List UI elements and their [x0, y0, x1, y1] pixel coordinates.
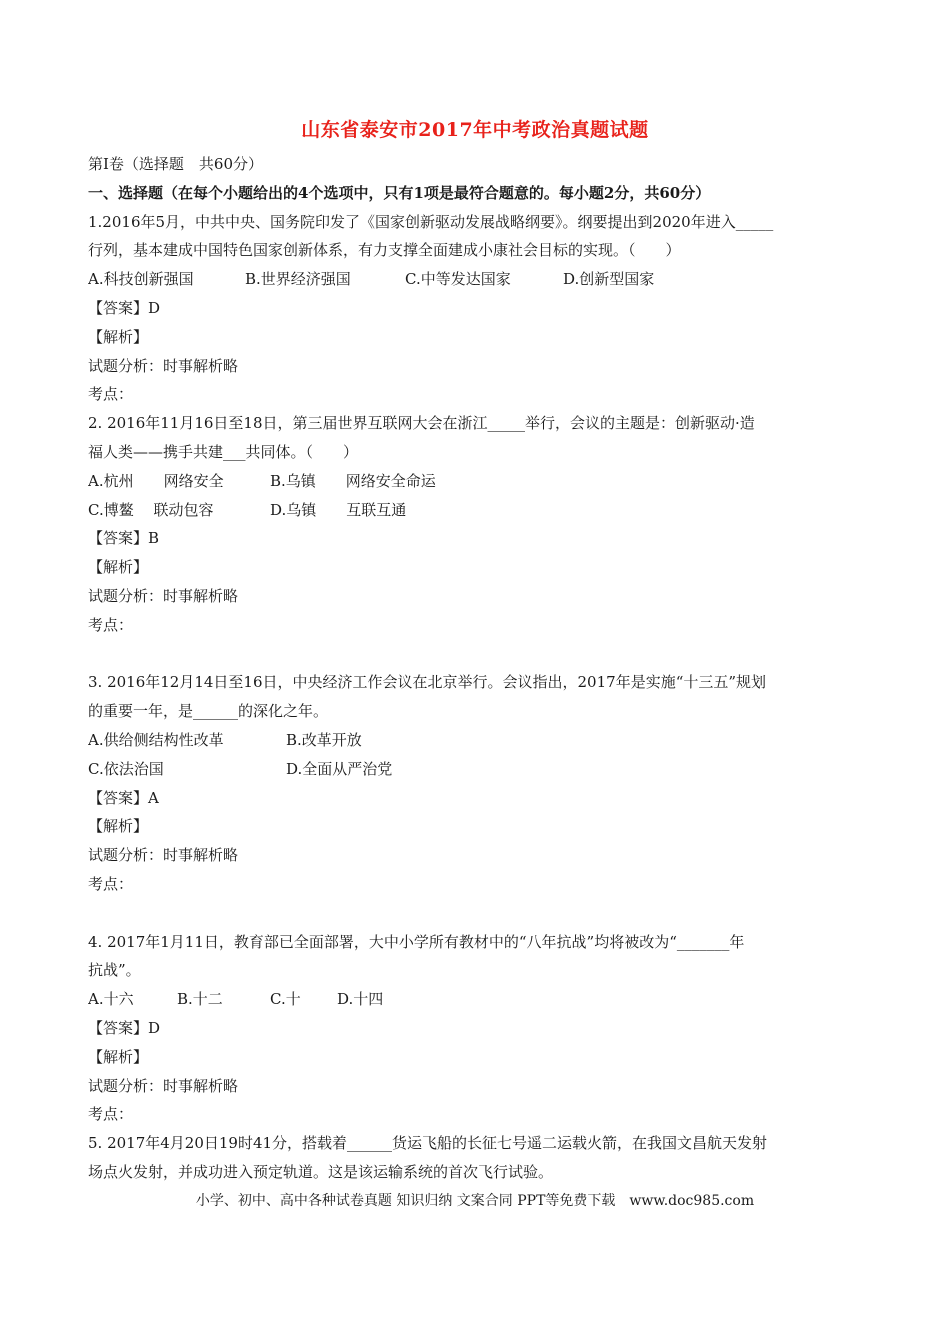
- question-3-options-row-2: [88, 755, 863, 784]
- question-3-option-d: D.全面从严治党: [286, 759, 393, 778]
- question-2-kaodian: 考点：: [88, 615, 134, 634]
- question-2-analysis: 试题分析：时事解析略: [88, 586, 239, 605]
- question-1-option-b: B.世界经济强国: [245, 270, 351, 289]
- question-1-analysis: 试题分析：时事解析略: [88, 356, 239, 375]
- question-2-analysis-label: 【解析】: [88, 558, 149, 577]
- question-1-option-a: A.科技创新强国: [88, 270, 194, 289]
- question-2-line-2: 福人类——携手共建___共同体。（ ）: [88, 442, 359, 461]
- question-4: [88, 928, 863, 1130]
- question-1-line-2: 行列，基本建成中国特色国家创新体系，有力支撑全面建成小康社会目标的实现。（ ）: [88, 241, 681, 260]
- question-4-analysis-label: 【解析】: [88, 1047, 149, 1066]
- document-body: [88, 150, 863, 1187]
- question-1-options: [88, 265, 863, 294]
- question-2-option-b: B.乌镇 网络安全命运: [270, 471, 436, 490]
- question-3-options-row-1: [88, 726, 863, 755]
- question-4-analysis: 试题分析：时事解析略: [88, 1076, 239, 1095]
- question-1-option-c: C.中等发达国家: [405, 270, 511, 289]
- spacer: [88, 640, 863, 669]
- question-4-line-2: 抗战”。: [88, 961, 141, 980]
- question-4-line-1: 4. 2017年1月11日，教育部已全面部署，大中小学所有教材中的“八年抗战”均将被改为“_______年: [88, 932, 745, 951]
- question-3-analysis: 试题分析：时事解析略: [88, 846, 239, 865]
- footer-text: 小学、初中、高中各种试卷真题 知识归纳 文案合同 PPT等免费下载 www.doc985.com: [195, 1193, 755, 1209]
- question-4-answer: 【答案】D: [88, 1018, 161, 1037]
- question-2-line-1: 2. 2016年11月16日至18日，第三届世界互联网大会在浙江_____举行，会议的主题是：创新驱动·造: [88, 414, 755, 433]
- question-5-line-1: 5. 2017年4月20日19时41分，搭载着______货运飞船的长征七号遥二运载火箭，在我国文昌航天发射: [88, 1134, 768, 1153]
- question-3-analysis-label: 【解析】: [88, 817, 149, 836]
- question-2-answer: 【答案】B: [88, 529, 160, 548]
- section-heading: 一、选择题（在每个小题给出的4个选项中，只有1项是最符合题意的。每小题2分，共60分）: [88, 183, 711, 202]
- question-4-option-a: A.十六: [88, 990, 134, 1009]
- question-1-line-1: 1.2016年5月，中共中央、国务院印发了《国家创新驱动发展战略纲要》。纲要提出到2020年进入_____: [88, 212, 774, 231]
- question-3: [88, 668, 863, 898]
- question-3-option-a: A.供给侧结构性改革: [88, 730, 224, 749]
- question-4-option-b: B.十二: [177, 990, 223, 1009]
- question-3-answer: 【答案】A: [88, 788, 159, 807]
- question-5-line-2: 场点火发射，并成功进入预定轨道。这是该运输系统的首次飞行试验。: [88, 1162, 554, 1181]
- question-3-line-2: 的重要一年，是______的深化之年。: [88, 702, 329, 721]
- question-4-options: [88, 985, 863, 1014]
- question-1-analysis-label: 【解析】: [88, 327, 149, 346]
- volume-heading: 第Ⅰ卷（选择题 共60分）: [88, 155, 264, 173]
- question-4-option-d: D.十四: [337, 990, 384, 1009]
- question-4-kaodian: 考点：: [88, 1105, 134, 1124]
- question-3-line-1: 3. 2016年12月14日至16日，中央经济工作会议在北京举行。会议指出，2017年是实施“十三五”规划: [88, 673, 767, 692]
- question-3-option-b: B.改革开放: [286, 730, 362, 749]
- question-2-options-row-2: [88, 496, 863, 525]
- question-2-option-c: C.博鳌 联动包容: [88, 500, 214, 519]
- question-1-kaodian: 考点：: [88, 385, 134, 404]
- question-3-kaodian: 考点：: [88, 874, 134, 893]
- question-2-option-d: D.乌镇 互联互通: [270, 500, 407, 519]
- question-2: [88, 409, 863, 639]
- question-3-option-c: C.依法治国: [88, 759, 164, 778]
- spacer: [88, 899, 863, 928]
- question-1-option-d: D.创新型国家: [563, 270, 655, 289]
- question-1: [88, 208, 863, 410]
- question-2-option-a: A.杭州 网络安全: [88, 471, 224, 490]
- question-2-options-row-1: [88, 467, 863, 496]
- question-1-answer: 【答案】D: [88, 298, 161, 317]
- question-5: [88, 1129, 863, 1187]
- page-title: 山东省泰安市2017年中考政治真题试题: [301, 119, 649, 141]
- question-4-option-c: C.十: [270, 990, 301, 1009]
